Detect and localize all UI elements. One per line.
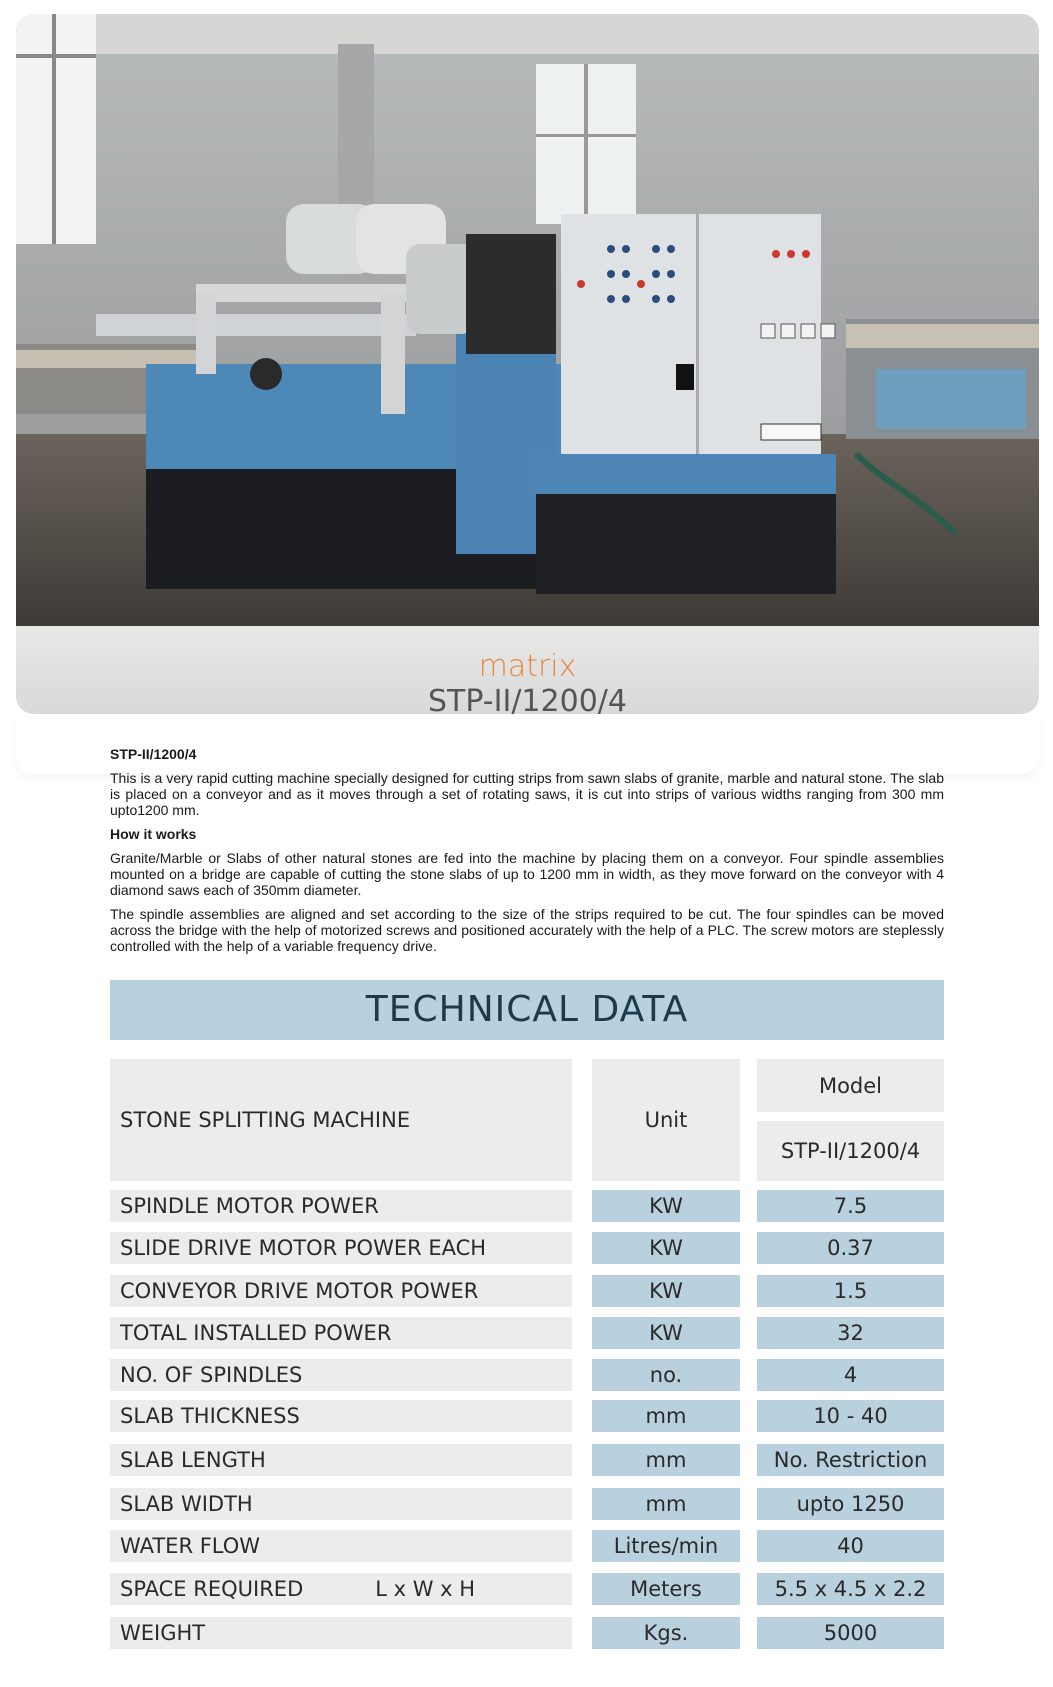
row-label: WEIGHT [110, 1617, 572, 1649]
how-paragraph-1: Granite/Marble or Slabs of other natural stones are fed into the machine by placing them on a conveyor. Four spindle assemblies mounted on a bridge are capable of cutting the stone slabs of up to 1200 mm in width, as they move forward on the conveyor with 4 diamond saws each of 350mm diameter. [110, 850, 944, 898]
row-value: No. Restriction [757, 1444, 944, 1476]
hero-model-name: STP-II/1200/4 [428, 684, 627, 714]
row-value: 10 - 40 [757, 1400, 944, 1432]
header-model-label: Model [757, 1059, 944, 1112]
row-label [110, 1573, 572, 1605]
row-unit: mm [592, 1488, 740, 1520]
row-label: NO. OF SPINDLES [110, 1359, 572, 1391]
description [110, 746, 944, 962]
header-unit: Unit [592, 1059, 740, 1181]
technical-data-title: TECHNICAL DATA [110, 980, 944, 1040]
row-value: 5.5 x 4.5 x 2.2 [757, 1573, 944, 1605]
intro-paragraph: This is a very rapid cutting machine specially designed for cutting strips from sawn slabs of granite, marble and natural stone. The slab is placed on a conveyor and as it moves through a set of rotating saws, it is cut into strips of various widths ranging from 300 mm upto1200 mm. [110, 770, 944, 818]
row-unit: KW [592, 1275, 740, 1307]
row-value: 5000 [757, 1617, 944, 1649]
row-value: upto 1250 [757, 1488, 944, 1520]
header-label: STONE SPLITTING MACHINE [110, 1059, 572, 1181]
row-value: 7.5 [757, 1190, 944, 1222]
hero-caption [16, 626, 1039, 714]
row-label: TOTAL INSTALLED POWER [110, 1317, 572, 1349]
row-label-text: SPACE REQUIRED [120, 1577, 304, 1601]
row-label: SPINDLE MOTOR POWER [110, 1190, 572, 1222]
row-value: 1.5 [757, 1275, 944, 1307]
header-model-value: STP-II/1200/4 [757, 1121, 944, 1181]
row-label: WATER FLOW [110, 1530, 572, 1562]
row-unit: no. [592, 1359, 740, 1391]
row-unit: KW [592, 1232, 740, 1264]
row-label: SLIDE DRIVE MOTOR POWER EACH [110, 1232, 572, 1264]
row-value: 40 [757, 1530, 944, 1562]
product-heading: STP-II/1200/4 [110, 746, 197, 762]
row-label: SLAB THICKNESS [110, 1400, 572, 1432]
row-unit: KW [592, 1317, 740, 1349]
brand-name: matrix [478, 649, 577, 684]
row-unit: mm [592, 1400, 740, 1432]
how-paragraph-2: The spindle assemblies are aligned and set according to the size of the strips required to be cut. The four spindles can be moved across the bridge with the help of motorized screws and positioned accurately with the help of a PLC. The screw motors are steplessly controlled with the help of a variable frequency drive. [110, 906, 944, 954]
machine-photo [16, 14, 1039, 626]
how-it-works-heading: How it works [110, 826, 197, 842]
row-unit: KW [592, 1190, 740, 1222]
row-label: SLAB WIDTH [110, 1488, 572, 1520]
row-value: 0.37 [757, 1232, 944, 1264]
row-label: CONVEYOR DRIVE MOTOR POWER [110, 1275, 572, 1307]
hero-card [16, 14, 1039, 714]
row-value: 4 [757, 1359, 944, 1391]
row-unit: Litres/min [592, 1530, 740, 1562]
row-unit: Kgs. [592, 1617, 740, 1649]
row-label-dimensions: L x W x H [375, 1577, 476, 1601]
row-value: 32 [757, 1317, 944, 1349]
row-unit: mm [592, 1444, 740, 1476]
row-unit: Meters [592, 1573, 740, 1605]
row-label: SLAB LENGTH [110, 1444, 572, 1476]
